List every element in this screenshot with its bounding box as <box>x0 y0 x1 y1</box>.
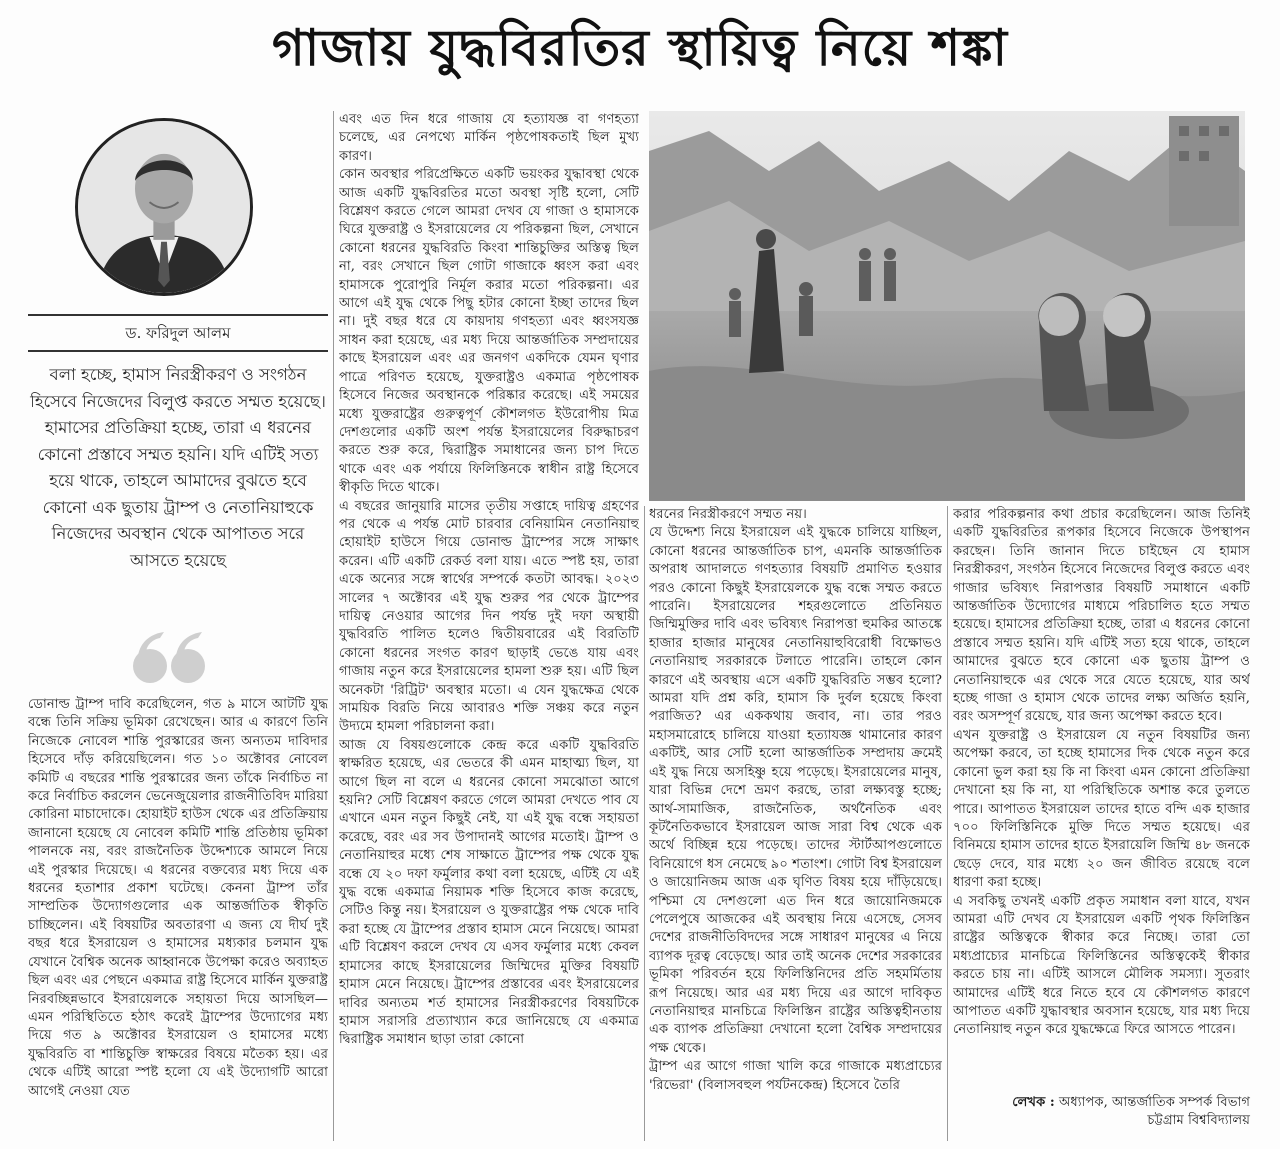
headline: গাজায় যুদ্ধবিরতির স্থায়িত্ব নিয়ে শঙ্কা <box>272 19 1008 77</box>
author-rule-bottom <box>28 350 328 352</box>
byline-label: লেখক : <box>1012 1095 1055 1110</box>
byline <box>960 1094 1250 1138</box>
byline-role: অধ্যাপক, আন্তর্জাতিক সম্পর্ক বিভাগ <box>1058 1095 1250 1110</box>
col3-paragraph: ধরনের নিরস্ত্রীকরণে সম্মত নয়। <box>649 507 807 522</box>
col2-paragraph: এবং এত দিন ধরে গাজায় যে হত্যাযজ্ঞ বা গণহত্যা চলেছে, এর নেপথ্যে মার্কিন পৃষ্ঠপোষকতাই ছিল মুখ্য কারণ। <box>339 112 639 164</box>
column-divider <box>333 111 334 1141</box>
author-name: ড. ফরিদুল আলম <box>125 324 231 342</box>
author-photo <box>75 118 253 296</box>
column-divider <box>644 506 645 1141</box>
article-column-1 <box>28 696 328 1144</box>
article-column-3 <box>649 506 942 1144</box>
article-column-4 <box>953 506 1250 1080</box>
article-column-2 <box>339 111 639 1144</box>
article-photo <box>649 111 1245 501</box>
col3-paragraph: ট্রাম্প এর আগে গাজা খালি করে গাজাকে মধ্যপ্রাচ্যের 'রিভেরা' (বিলাসবহুল পর্যটনকেন্দ্র) হিসেবে তৈরি <box>649 1059 942 1093</box>
col4-paragraph: করার পরিকল্পনার কথা প্রচার করেছিলেন। আজ তিনিই একটি যুদ্ধবিরতির রূপকার হিসেবে নিজেকে উপস্থাপন করছেন। তিনি জানান দিতে চাইছেন যে হামাস নিরস্ত্রীকরণ, সংগঠন হিসেবে নিজেদের বিলুপ্ত করতে এবং গাজার ভবিষ্যৎ নিরাপত্তার বিষয়টি সমাধানে একটি আন্তর্জাতিক উদ্যোগের মাধ্যমে পরিচালিত হতে সম্মত হয়েছে। হামাসের প্রতিক্রিয়া হচ্ছে, তারা এ ধরনের কোনো প্রস্তাবে সম্মত হয়নি। যদি এটিই সত্য হয়ে থাকে, তাহলে আমাদের বুঝতে হবে কোনো এক ছুতায় ট্রাম্প ও নেতানিয়াহুকে এর থেকে সরে যেতে হয়েছে, যার অর্থ হচ্ছে গাজা ও হামাস থেকে তাদের লক্ষ্য অর্জিত হয়নি, বরং অসম্পূর্ণ রয়েছে, যার জন্য অপেক্ষা করতে হবে। <box>953 507 1250 725</box>
col3-paragraph: যে উদ্দেশ্য নিয়ে ইসরায়েল এই যুদ্ধকে চালিয়ে যাচ্ছিল, কোনো ধরনের আন্তর্জাতিক চাপ, এমনকি আন্তর্জাতিক অপরাধ আদালতে গণহত্যার বিষয়টি প্রমাণিত হওয়ার পরও কোনো কিছুই ইসরায়েলকে যুদ্ধ বন্ধে সম্মত করতে পারেনি। ইসরায়েলের শহরগুলোতে প্রতিনিয়ত জিম্মিমুক্তির দাবি এবং ভবিষ্যৎ নিরাপত্তা হুমকির আতঙ্কে হাজার হাজার মানুষের নেতানিয়াহুবিরোধী বিক্ষোভও নেতানিয়াহু সরকারকে টলাতে পারেনি। তাহলে কোন কারণে এই অবস্থায় এসে একটি যুদ্ধবিরতি সম্ভব হলো? আমরা যদি প্রশ্ন করি, হামাস কি দুর্বল হয়েছে কিংবা পরাজিত? এর এককথায় জবাব, না। তার পরও মহাসমারোহে চালিয়ে যাওয়া হত্যাযজ্ঞ থামানোর কারণ একটিই, আর সেটি হলো আন্তর্জাতিক সম্প্রদায় ক্রমেই এই যুদ্ধ নিয়ে অসহিষ্ণু হয়ে পড়েছে। ইসরায়েলের মানুষ, যারা বিভিন্ন দেশে ভ্রমণ করছে, তারা লক্ষ্যবস্তু হচ্ছে; আর্থ-সামাজিক, রাজনৈতিক, অর্থনৈতিক এবং কূটনৈতিকভাবে ইসরায়েল আজ সারা বিশ্ব থেকে এক অর্থে বিচ্ছিন্ন হয়ে পড়েছে। তাদের স্টার্টআপগুলোতে বিনিয়োগে ধস নেমেছে ৯০ শতাংশ। গোটা বিশ্ব ইসরায়েল ও জায়োনিজম আজ এক ঘৃণিত বিষয় হয়ে দাঁড়িয়েছে। পশ্চিমা যে দেশগুলো এত দিন ধরে জায়োনিজমকে পেলেপুষে আজকের এই অবস্থায় নিয়ে এসেছে, সেসব দেশের রাজনীতিবিদদের সঙ্গে সাধারণ মানুষের এ নিয়ে ব্যাপক দূরত্ব বেড়েছে। আর তাই অনেক দেশের সরকারের ভূমিকা পরিবর্তন হয়ে ফিলিস্তিনিদের প্রতি সহমর্মিতায় রূপ নিয়েছে। আর এর মধ্য দিয়ে এর আগে দাবিকৃত নেতানিয়াহুর মানচিত্রে ফিলিস্তিন রাষ্ট্রের অস্তিত্বহীনতায় এক ব্যাপক প্রতিক্রিয়া দেখানো হলো বৈশ্বিক সম্প্রদায়ের পক্ষ থেকে। <box>649 525 942 1056</box>
author-rule-top <box>28 314 328 316</box>
gaza-rubble-children-photo <box>649 111 1245 501</box>
column-divider <box>947 506 948 1141</box>
col2-paragraph: এ বছরের জানুয়ারি মাসের তৃতীয় সপ্তাহে দায়িত্ব গ্রহণের পর থেকে এ পর্যন্ত মোট চারবার বেনিয়ামিন নেতানিয়াহু হোয়াইট হাউসে গিয়ে ডোনাল্ড ট্রাম্পের সঙ্গে সাক্ষাৎ করেন। এটি একটি রেকর্ড বলা যায়। এতে স্পষ্ট হয়, তারা একে অন্যের সঙ্গে স্বার্থের সম্পর্কে কতটা আবদ্ধ। ২০২৩ সালের ৭ অক্টোবর এই যুদ্ধ শুরুর পর থেকে ট্রাম্পের দায়িত্ব নেওয়ার আগের দিন পর্যন্ত দুই দফা অস্থায়ী যুদ্ধবিরতি পালিত হলেও দ্বিতীয়বারের এই বিরতিটি কোনো ধরনের সংগত কারণ ছাড়াই ভেঙে যায় এবং গাজায় নতুন করে ইসরায়েলের হামলা শুরু হয়। এটি ছিল অনেকটা 'রিট্রিট' অবস্থার মতো। এ যেন যুদ্ধক্ষেত্র থেকে সাময়িক বিরতি নিয়ে আবারও শক্তি সঞ্চয় করে নতুন উদ্যমে হামলা পরিচালনা করা। <box>339 498 639 735</box>
byline-institution: চট্টগ্রাম বিশ্ববিদ্যালয় <box>1147 1113 1250 1129</box>
pullquote: বলা হচ্ছে, হামাস নিরস্ত্রীকরণ ও সংগঠন হিসেবে নিজেদের বিলুপ্ত করতে সম্মত হয়েছে। হামাসের প্রতিক্রিয়া হচ্ছে, তারা এ ধরনের কোনো প্রস্তাবে সম্মত হয়নি। যদি এটিই সত্য হয়ে থাকে, তাহলে আমাদের বুঝতে হবে কোনো এক ছুতায় ট্রাম্প ও নেতানিয়াহুকে নিজেদের অবস্থান থেকে আপাতত সরে আসতে হয়েছে <box>30 365 326 570</box>
col4-paragraph: এ সবকিছু তখনই একটি প্রকৃত সমাধান বলা যাবে, যখন আমরা এটি দেখব যে ইসরায়েল একটি পৃথক ফিলিস্তিন রাষ্ট্রের অস্তিত্বকে স্বীকার করে নিচ্ছে। তারা তো মধ্যপ্রাচ্যের মানচিত্রে ফিলিস্তিনের অস্তিত্বকেই স্বীকার করতে চায় না। এটিই আসলে মৌলিক সমস্যা। সুতরাং আমাদের এটিই ধরে নিতে হবে যে কৌশলগত কারণে আপাতত একটি যুদ্ধাবস্থার অবসান হয়েছে, যার মধ্য দিয়ে নেতানিয়াহু নতুন করে যুদ্ধক্ষেত্রে ফিরে আসতে পারেন। <box>953 893 1250 1038</box>
col2-paragraph: আজ যে বিষয়গুলোকে কেন্দ্র করে একটি যুদ্ধবিরতি স্বাক্ষরিত হয়েছে, এর ভেতরে কী এমন মাহাত্ম্য ছিল, যা আগে ছিল না বলে এ ধরনের কোনো সমঝোতা আগে হয়নি? সেটি বিশ্লেষণ করতে গেলে আমরা দেখতে পাব যে এখানে এমন নতুন কিছুই নেই, যা এই যুদ্ধ বন্ধে সহায়তা করেছে, বরং এর সব উপাদানই আগের মতোই। ট্রাম্প ও নেতানিয়াহুর মধ্যে শেষ সাক্ষাতে ট্রাম্পের পক্ষ থেকে যুদ্ধ বন্ধে যে ২০ দফা ফর্মুলার কথা বলা হয়েছে, এটিই যে এই যুদ্ধ বন্ধে একমাত্র নিয়ামক শক্তি হিসেবে কাজ করেছে, সেটিও কিন্তু নয়। ইসরায়েল ও যুক্তরাষ্ট্রের পক্ষ থেকে দাবি করা হচ্ছে যে ট্রাম্পের প্রস্তাব হামাস মেনে নিয়েছে। আমরা এটি বিশ্লেষণ করলে দেখব যে এসব ফর্মুলার মধ্যে কেবল হামাসের কাছে ইসরায়েলের জিম্মিদের মুক্তির বিষয়টি হামাস মেনে নিয়েছে। ট্রাম্পের প্রস্তাবের এবং ইসরায়েলের দাবির অন্যতম শর্ত হামাসের নিরস্ত্রীকরণের বিষয়টিকে হামাস সরাসরি প্রত্যাখ্যান করে জানিয়েছে যে একমাত্র দ্বিরাষ্ট্রিক সমাধান ছাড়া তারা কোনো <box>339 737 639 1048</box>
col4-paragraph: এখন যুক্তরাষ্ট্র ও ইসরায়েল যে নতুন বিষয়টির জন্য অপেক্ষা করবে, তা হচ্ছে হামাসের দিক থেকে নতুন করে কোনো ভুল করা হয় কি না কিংবা এমন কোনো প্রতিক্রিয়া দেখানো হয় কি না, যা পরিস্থিতিকে অশান্ত করে তুলতে পারে। আপাতত ইসরায়েল তাদের হাতে বন্দি এক হাজার ৭০০ ফিলিস্তিনিকে মুক্তি দিতে সম্মত হয়েছে। এর বিনিময়ে হামাস তাদের হাতে ইসরায়েলি জিম্মি ৪৮ জনকে ছেড়ে দেবে, যার মধ্যে ২০ জন জীবিত রয়েছে বলে ধারণা করা হচ্ছে। <box>953 727 1250 891</box>
quotation-mark-icon <box>130 628 210 686</box>
col2-paragraph: কোন অবস্থার পরিপ্রেক্ষিতে একটি ভয়ংকর যুদ্ধাবস্থা থেকে আজ একটি যুদ্ধবিরতির মতো অবস্থা সৃষ্টি হলো, সেটি বিশ্লেষণ করতে গেলে আমরা দেখব যে গাজা ও হামাসকে ঘিরে যুক্তরাষ্ট্র ও ইসরায়েলের যে পরিকল্পনা ছিল, সেখানে কোনো ধরনের যুদ্ধবিরতি কিংবা শান্তিচুক্তির অস্তিত্ব ছিল না, বরং সেখানে ছিল গোটা গাজাকে ধ্বংস করা এবং হামাসকে পুরোপুরি নির্মূল করার মতো পরিকল্পনা। এর আগে এই যুদ্ধ থেকে পিছু হটার কোনো ইচ্ছা তাদের ছিল না। দুই বছর ধরে যে কায়দায় গণহত্যা এবং ধ্বংসযজ্ঞ সাধন করা হয়েছে, এর মধ্য দিয়ে আন্তর্জাতিক সম্প্রদায়ের কাছে ইসরায়েল এবং এর জনগণ একদিকে যেমন ঘৃণার পাত্রে পরিণত হয়েছে, যুক্তরাষ্ট্রও একমাত্র পৃষ্ঠপোষক হিসেবে নিজের অবস্থানকে পরিষ্কার করেছে। এই সময়ের মধ্যে যুক্তরাষ্ট্রের গুরুত্বপূর্ণ কৌশলগত ইউরোপীয় মিত্র দেশগুলোর একটি অংশ পর্যন্ত ইসরায়েলের বিরুদ্ধাচরণ করতে শুরু করে, দ্বিরাষ্ট্রিক সমাধানের জন্য চাপ দিতে থাকে এবং এক পর্যায়ে ফিলিস্তিনকে স্বাধীন রাষ্ট্র হিসেবে স্বীকৃতি দিতে থাকে। <box>339 167 639 496</box>
col1-paragraph: ডোনাল্ড ট্রাম্প দাবি করেছিলেন, গত ৯ মাসে আটটি যুদ্ধ বন্ধে তিনি সক্রিয় ভূমিকা রেখেছেন। আর এ কারণে তিনি নিজেকে নোবেল শান্তি পুরস্কারের জন্য অন্যতম দাবিদার হিসেবে দাঁড় করিয়েছিলেন। গত ১০ অক্টোবর নোবেল কমিটি এ বছরের শান্তি পুরস্কারের জন্য তাঁকে নির্বাচিত না করে নির্বাচিত করলেন ভেনেজুয়েলার রাজনীতিবিদ মারিয়া কোরিনা মাচাদোকে। হোয়াইট হাউস থেকে এর প্রতিক্রিয়ায় জানানো হয়েছে যে নোবেল কমিটি শান্তি প্রতিষ্ঠায় ভূমিকা পালনকে নয়, বরং রাজনৈতিক উদ্দেশ্যকে আমলে নিয়ে এই পুরস্কার দিয়েছে। এ ধরনের বক্তব্যের মধ্য দিয়ে এক ধরনের হতাশার প্রকাশ ঘটেছে। কেননা ট্রাম্প তাঁর সাম্প্রতিক উদ্যোগগুলোর এক আন্তর্জাতিক স্বীকৃতি চাচ্ছিলেন। এই বিষয়টির অবতারণা এ জন্য যে দীর্ঘ দুই বছর ধরে ইসরায়েল ও হামাসের মধ্যকার চলমান যুদ্ধ যেখানে বৈশ্বিক অনেক আহ্বানকে উপেক্ষা করেও অব্যাহত ছিল এবং এর পেছনে একমাত্র রাষ্ট্র হিসেবে মার্কিন যুক্তরাষ্ট্র নিরবচ্ছিন্নভাবে ইসরায়েলকে সহায়তা দিয়ে আসছিল—এমন পরিস্থিতিতে হঠাৎ করেই ট্রাম্পের উদ্যোগের মধ্য দিয়ে গত ৯ অক্টোবর ইসরায়েল ও হামাসের মধ্যে যুদ্ধবিরতি বা শান্তিচুক্তি স্বাক্ষরের বিষয়ে মতৈক্য হয়। এর থেকে এটিই আরো স্পষ্ট হলো যে এই উদ্যোগটি আরো আগেই নেওয়া যেত <box>28 697 328 1099</box>
author-portrait-icon <box>78 121 250 293</box>
